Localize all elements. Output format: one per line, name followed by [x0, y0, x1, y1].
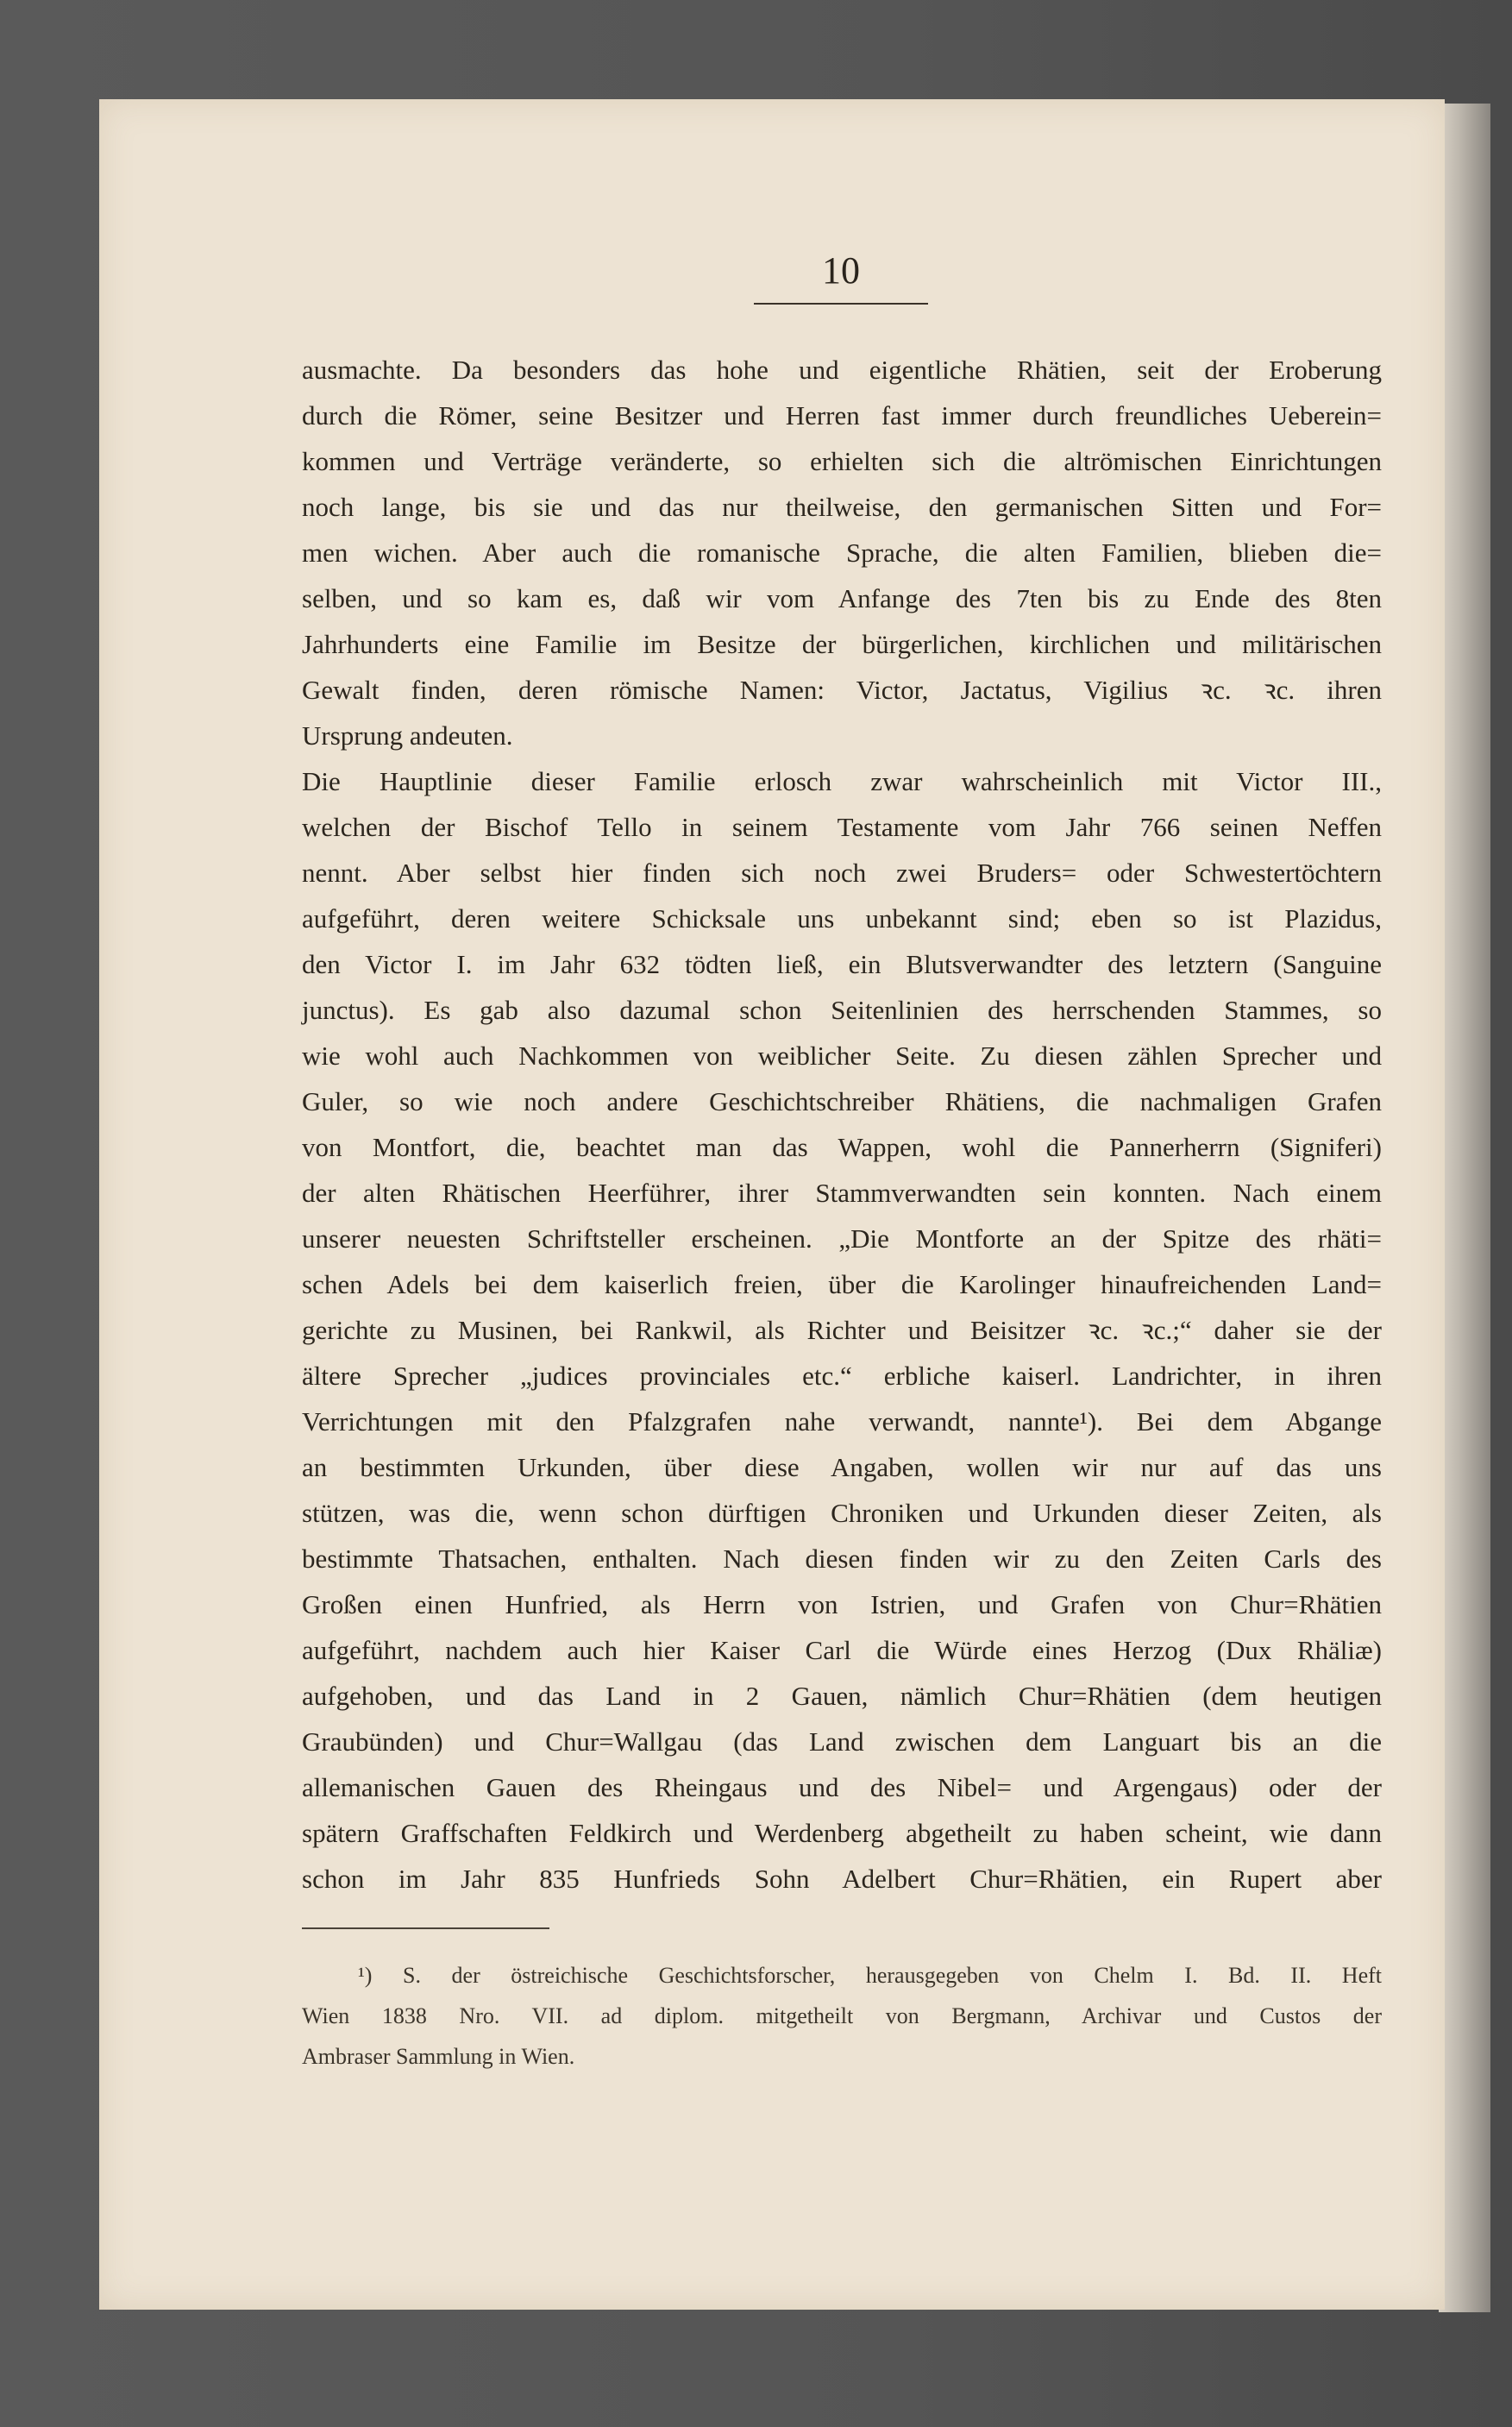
body-text — [302, 347, 1382, 1902]
text-line: selben, und so kam es, daß wir vom Anfange des 7ten bis zu Ende des 8ten — [302, 583, 1382, 613]
footnote — [302, 1955, 1382, 2077]
text-line: nennt. Aber selbst hier finden sich noch zwei Bruders= oder Schwestertöchtern — [302, 858, 1382, 888]
text-line: kommen und Verträge veränderte, so erhielten sich die altrömischen Einrichtungen — [302, 446, 1382, 476]
text-line: Die Hauptlinie dieser Familie erlosch zwar wahrscheinlich mit Victor III., — [302, 766, 1382, 796]
text-line: allemanischen Gauen des Rheingaus und des Nibel= und Argengaus) oder der — [302, 1772, 1382, 1802]
header-rule — [754, 303, 928, 305]
text-line: Ursprung andeuten. — [302, 720, 513, 751]
text-line: ausmachte. Da besonders das hohe und eigentliche Rhätien, seit der Eroberung — [302, 355, 1382, 385]
footnote-line: Ambraser Sammlung in Wien. — [302, 2044, 575, 2069]
text-line: von Montfort, die, beachtet man das Wappen, wohl die Pannerherrn (Signiferi) — [302, 1132, 1382, 1162]
adjacent-page-edge — [1439, 104, 1490, 2312]
footnote-rule — [302, 1927, 549, 1929]
text-line: Guler, so wie noch andere Geschichtschreiber Rhätiens, die nachmaligen Grafen — [302, 1086, 1382, 1116]
footnote-line: Wien 1838 Nro. VII. ad diplom. mitgetheilt von Bergmann, Archivar und Custos der — [302, 2003, 1382, 2028]
text-line: aufgehoben, und das Land in 2 Gauen, nämlich Chur=Rhätien (dem heutigen — [302, 1681, 1382, 1711]
page-number: 10 — [822, 249, 860, 292]
text-line: men wichen. Aber auch die romanische Sprache, die alten Familien, blieben die= — [302, 538, 1382, 568]
text-line: durch die Römer, seine Besitzer und Herren fast immer durch freundliches Ueberein= — [302, 400, 1382, 431]
text-line: gerichte zu Musinen, bei Rankwil, als Richter und Beisitzer ꝛc. ꝛc.;“ daher sie der — [302, 1315, 1382, 1345]
text-line: den Victor I. im Jahr 632 tödten ließ, ein Blutsverwandter des letztern (Sanguine — [302, 949, 1382, 979]
footnote-line: ¹) S. der östreichische Geschichtsforscher, herausgegeben von Chelm I. Bd. II. Heft — [358, 1963, 1382, 1988]
text-line: aufgeführt, deren weitere Schicksale uns unbekannt sind; eben so ist Plazidus, — [302, 903, 1382, 934]
text-line: ältere Sprecher „judices provinciales etc.“ erbliche kaiserl. Landrichter, in ihren — [302, 1361, 1382, 1391]
text-line: bestimmte Thatsachen, enthalten. Nach diesen finden wir zu den Zeiten Carls des — [302, 1544, 1382, 1574]
text-line: spätern Graffschaften Feldkirch und Werdenberg abgetheilt zu haben scheint, wie dann — [302, 1818, 1382, 1848]
text-line: schon im Jahr 835 Hunfrieds Sohn Adelbert Chur=Rhätien, ein Rupert aber — [302, 1864, 1382, 1894]
text-line: Verrichtungen mit den Pfalzgrafen nahe verwandt, nannte¹). Bei dem Abgange — [302, 1406, 1382, 1437]
text-line: stützen, was die, wenn schon dürftigen Chroniken und Urkunden dieser Zeiten, als — [302, 1498, 1382, 1528]
text-line: schen Adels bei dem kaiserlich freien, über die Karolinger hinaufreichenden Land= — [302, 1269, 1382, 1299]
text-line: unserer neuesten Schriftsteller erscheinen. „Die Montforte an der Spitze des rhäti= — [302, 1223, 1382, 1254]
text-line: Großen einen Hunfried, als Herrn von Istrien, und Grafen von Chur=Rhätien — [302, 1589, 1382, 1619]
text-line: aufgeführt, nachdem auch hier Kaiser Carl die Würde eines Herzog (Dux Rhäliæ) — [302, 1635, 1382, 1665]
text-line: Gewalt finden, deren römische Namen: Victor, Jactatus, Vigilius ꝛc. ꝛc. ihren — [302, 675, 1382, 705]
text-line: Jahrhunderts eine Familie im Besitze der bürgerlichen, kirchlichen und militärischen — [302, 629, 1382, 659]
text-line: noch lange, bis sie und das nur theilweise, den germanischen Sitten und For= — [302, 492, 1382, 522]
text-line: an bestimmten Urkunden, über diese Angaben, wollen wir nur auf das uns — [302, 1452, 1382, 1482]
text-line: wie wohl auch Nachkommen von weiblicher Seite. Zu diesen zählen Sprecher und — [302, 1041, 1382, 1071]
text-line: der alten Rhätischen Heerführer, ihrer Stammverwandten sein konnten. Nach einem — [302, 1178, 1382, 1208]
text-line: Graubünden) und Chur=Wallgau (das Land zwischen dem Languart bis an die — [302, 1726, 1382, 1757]
text-line: welchen der Bischof Tello in seinem Testamente vom Jahr 766 seinen Neffen — [302, 812, 1382, 842]
text-line: junctus). Es gab also dazumal schon Seitenlinien des herrschenden Stammes, so — [302, 995, 1382, 1025]
